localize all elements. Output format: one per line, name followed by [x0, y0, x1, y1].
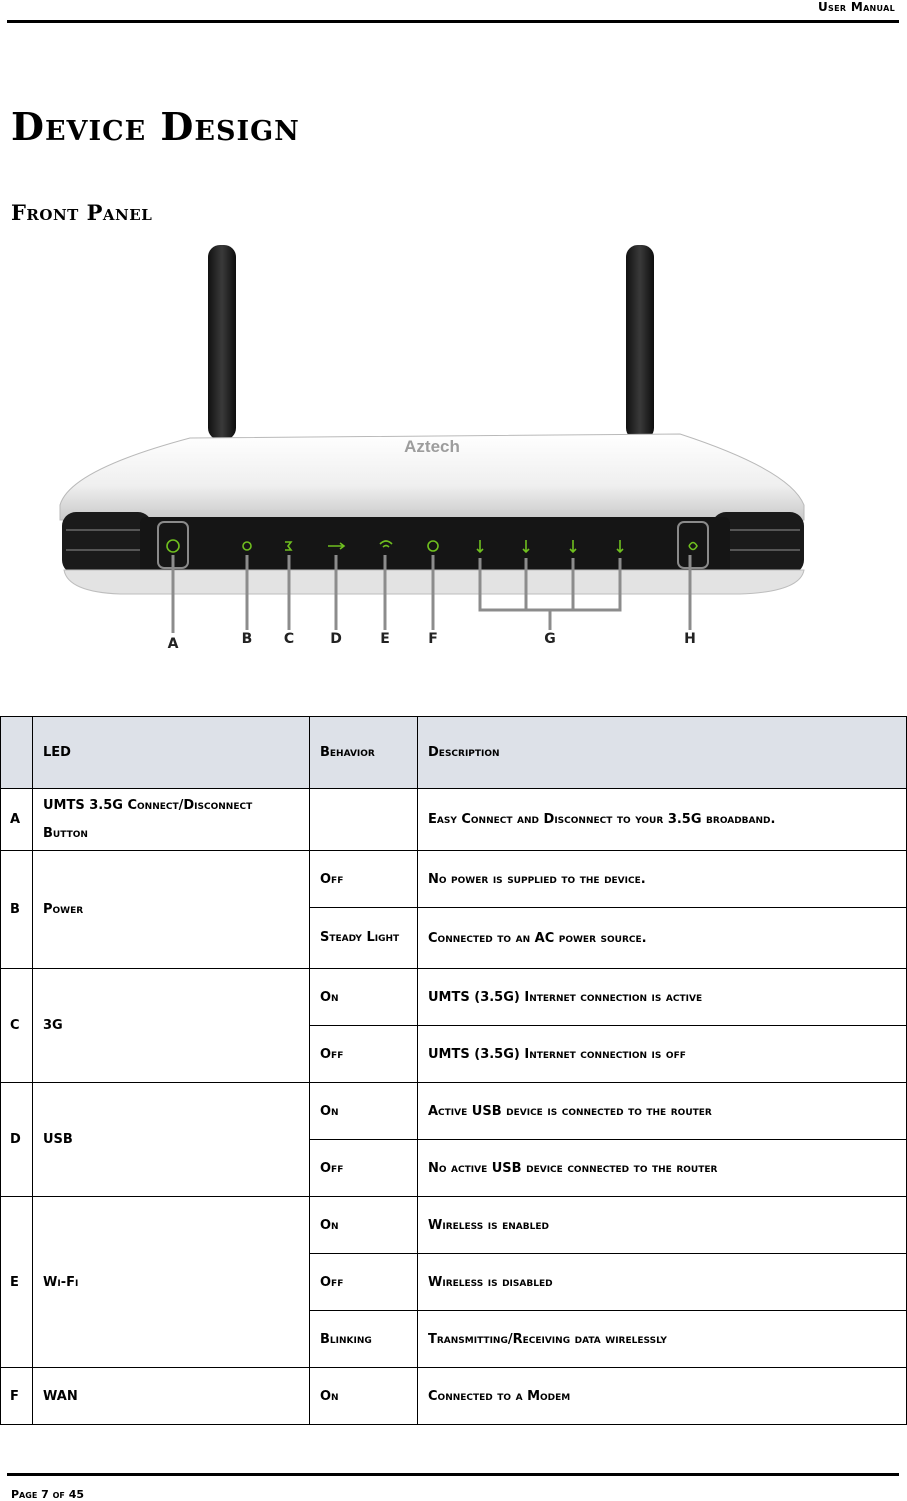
table-row	[1, 1197, 907, 1254]
row-behavior: On	[310, 1368, 418, 1425]
header-rule	[7, 20, 899, 23]
table-row	[1, 851, 907, 908]
callout-g: G	[544, 631, 556, 647]
row-id: A	[1, 789, 33, 851]
footer-rule	[7, 1473, 899, 1476]
callout-h: H	[684, 631, 696, 647]
row-description: Easy Connect and Disconnect to your 3.5G broadband.	[418, 789, 907, 851]
row-led: WAN	[33, 1368, 310, 1425]
row-description: UMTS (3.5G) Internet connection is off	[418, 1026, 907, 1083]
row-behavior: On	[310, 1197, 418, 1254]
section-title: Front Panel	[11, 200, 153, 225]
led-table	[0, 716, 907, 1425]
row-behavior: On	[310, 969, 418, 1026]
row-behavior: Off	[310, 1026, 418, 1083]
row-behavior: Off	[310, 1140, 418, 1197]
row-led: Wi-Fi	[33, 1197, 310, 1368]
row-description: Connected to a Modem	[418, 1368, 907, 1425]
row-description: No active USB device connected to the router	[418, 1140, 907, 1197]
row-description: Transmitting/Receiving data wirelessly	[418, 1311, 907, 1368]
row-id: D	[1, 1083, 33, 1197]
row-led: Power	[33, 851, 310, 969]
row-behavior: On	[310, 1083, 418, 1140]
brand-logo: Aztech	[404, 437, 460, 456]
row-led	[33, 789, 310, 851]
header-behavior: Behavior	[310, 717, 418, 789]
callout-d: D	[330, 631, 342, 647]
callout-f: F	[428, 631, 438, 647]
row-description: Active USB device is connected to the router	[418, 1083, 907, 1140]
row-behavior	[310, 908, 418, 969]
row-description: Wireless is enabled	[418, 1197, 907, 1254]
antenna-left	[208, 245, 236, 440]
row-id: B	[1, 851, 33, 969]
table-row	[1, 969, 907, 1026]
callout-a: A	[167, 636, 179, 652]
table-row	[1, 789, 907, 851]
callout-b: B	[241, 631, 253, 647]
row-behavior: Off	[310, 851, 418, 908]
vent-left	[62, 512, 152, 574]
router-front-panel-figure	[0, 235, 907, 665]
header-id	[1, 717, 33, 789]
table-row	[1, 1368, 907, 1425]
row-description: Wireless is disabled	[418, 1254, 907, 1311]
row-behavior-label: Steady Light	[320, 930, 400, 945]
row-behavior: Blinking	[310, 1311, 418, 1368]
row-description: UMTS (3.5G) Internet connection is active	[418, 969, 907, 1026]
callout-e: E	[380, 631, 390, 647]
row-description: No power is supplied to the device.	[418, 851, 907, 908]
row-led: 3G	[33, 969, 310, 1083]
row-id: E	[1, 1197, 33, 1368]
table-header-row	[1, 717, 907, 789]
row-description: Connected to an AC power source.	[418, 908, 907, 969]
footer-page-number: Page 7 of 45	[11, 1488, 85, 1501]
row-id: F	[1, 1368, 33, 1425]
row-behavior	[310, 789, 418, 851]
page-title: Device Design	[11, 104, 300, 149]
row-led-label: UMTS 3.5G Connect/Disconnect Button	[43, 797, 253, 841]
row-id: C	[1, 969, 33, 1083]
header-description: Description	[418, 717, 907, 789]
table-row	[1, 1083, 907, 1140]
row-led: USB	[33, 1083, 310, 1197]
row-behavior: Off	[310, 1254, 418, 1311]
header-title: User Manual	[818, 0, 895, 14]
header-led: LED	[33, 717, 310, 789]
front-led-panel	[140, 517, 730, 575]
callout-c: C	[283, 631, 295, 647]
antenna-right	[626, 245, 654, 440]
